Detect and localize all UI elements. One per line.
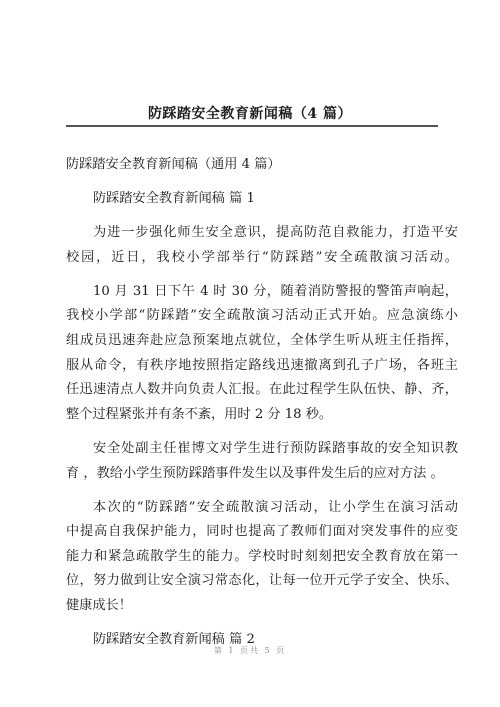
collection-heading: 防踩踏安全教育新闻稿（通用 4 篇）: [66, 157, 281, 172]
paragraph-2-line: 任迅速清点人数并向负责人汇报。在此过程学生队伍快、静、齐，: [66, 382, 458, 398]
paragraph-2-line: 组成员迅速奔赴应急预案地点就位，全体学生听从班主任指挥，: [66, 333, 458, 349]
spacer: [66, 212, 458, 222]
page-footer: 第 1 页共 5 页: [213, 646, 287, 655]
paragraph-3-line: 安全处副主任崔博文对学生进行预防踩踏事故的安全知识教: [93, 440, 458, 456]
paragraph-4-line: 健康成长！: [66, 598, 132, 613]
spacer: [66, 178, 458, 188]
paragraph-4-line: 中提高自我保护能力，同时也提高了教师们面对突发事件的应变: [66, 524, 458, 540]
paragraph-3-line: 育 ，教给小学生预防踩踏事件发生以及事件发生后的应对方法 。: [66, 465, 444, 481]
article-heading-1: 防踩踏安全教育新闻稿 篇 1: [93, 191, 255, 207]
paragraph-2-line: 服从命令，有秩序地按照指定路线迅速撤离到孔子广场，各班主: [66, 357, 458, 373]
paragraph-1-line: 校园，近日，我校小学部举行“防踩踏”安全疏散演习活动。: [66, 249, 458, 265]
spacer: [66, 427, 458, 437]
document-body: [66, 153, 458, 653]
spacer: [66, 619, 458, 629]
paragraph-2-line: 我校小学部“防踩踏”安全疏散演习活动正式开始。应急演练小: [66, 308, 458, 324]
article-heading-2: 防踩踏安全教育新闻稿 篇 2: [93, 632, 255, 648]
paragraph-4-line: 能力和紧急疏散学生的能力。学校时时刻刻把安全教育放在第一: [66, 548, 458, 564]
title-divider: [66, 125, 438, 127]
paragraph-4-line: 位，努力做到让安全演习常态化，让每一位开元学子安全、快乐、: [66, 573, 458, 589]
spacer: [66, 486, 458, 496]
spacer: [66, 270, 458, 280]
paragraph-4-line: 本次的“防踩踏”安全疏散演习活动，让小学生在演习活动: [93, 499, 458, 515]
paragraph-2-line: 整个过程紧张并有条不紊，用时 2 分 18 秒。: [66, 406, 333, 422]
document-title: 防踩踏安全教育新闻稿（4 篇）: [147, 106, 353, 122]
paragraph-1-line: 为进一步强化师生安全意识，提高防范自救能力，打造平安: [93, 225, 458, 241]
paragraph-2-line: 10 月 31 日下午 4 时 30 分，随着消防警报的警笛声响起，: [93, 283, 458, 299]
